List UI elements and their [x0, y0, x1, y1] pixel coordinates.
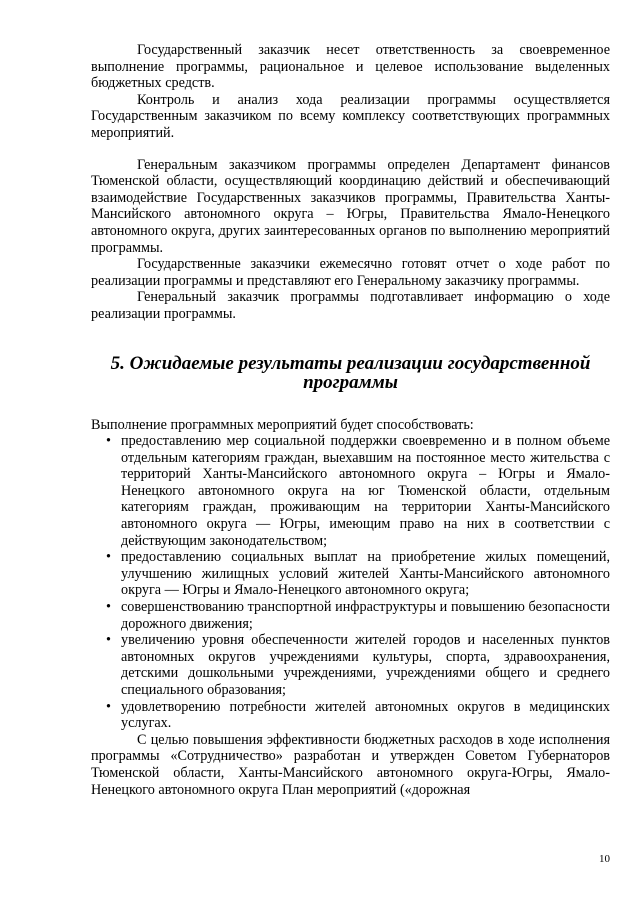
list-item-text: увеличению уровня обеспеченности жителей городов и населенных пунктов автономных округов учреждениями культуры, спорта, здравоохранения, детскими дошкольными учреждениями, учреждениями общего и среднего специального образования; [121, 632, 610, 698]
page-number: 10 [599, 853, 610, 865]
list-item-text: удовлетворению потребности жителей автономных округов в медицинских услугах. [121, 698, 610, 732]
list-item-text: совершенствованию транспортной инфраструктуры и повышению безопасности дорожного движения; [121, 599, 610, 632]
paragraph-closing: С целью повышения эффективности бюджетных расходов в ходе исполнения программы «Сотрудничество» разработан и утвержден Советом Губернаторов Тюменской области, Ханты-Мансийского автономного округа-Югры, Ямало-Ненецкого автономного округа План мероприятий («дорожная [91, 731, 610, 798]
list-item-text: предоставлению социальных выплат на приобретение жилых помещений, улучшению жилищных условий жителей Ханты-Мансийского автономного округа — Югры и Ямало-Ненецкого автономного округа; [121, 549, 610, 599]
bullet-icon: • [106, 698, 111, 715]
paragraph-responsibility: Государственный заказчик несет ответственность за своевременное выполнение программы, рациональное и целевое использование выделенных бюджетных средств. [91, 42, 610, 92]
section-heading: 5. Ожидаемые результаты реализации государственной программы [110, 352, 591, 393]
bullet-icon: • [106, 433, 111, 450]
bullet-icon: • [106, 599, 111, 616]
list-item [91, 433, 610, 549]
list-item [91, 632, 610, 698]
paragraph-general-customer: Генеральным заказчиком программы определен Департамент финансов Тюменской области, осуществляющий координацию действий и обеспечивающий взаимодействие Государственных заказчиков программы, Правительства Ханты-Мансийского автономного округа – Югры, Правительства Ямало-Ненецкого автономного округа, других заинтересованных органов по выполнению мероприятий программы. [91, 156, 610, 256]
list-item-text: предоставлению мер социальной поддержки своевременно и в полном объеме отдельным категориям граждан, выехавшим на постоянное место жительства с территорий Ханты-Мансийского автономного округа – Югры и Ямало-Ненецкого автономного округа на юг Тюменской области, отдельным категориям граждан, проживающим на территории Ханты-Мансийского автономного округа — Югры, имеющим право на них в соответствии с действующим законодательством; [121, 433, 610, 549]
intro-line: Выполнение программных мероприятий будет способствовать: [91, 416, 474, 433]
bullet-icon: • [106, 632, 111, 649]
results-list [91, 433, 610, 732]
paragraph-gap [91, 142, 610, 157]
list-item [91, 549, 610, 599]
paragraph-monthly-report: Государственные заказчики ежемесячно готовят отчет о ходе работ по реализации программы и представляют его Генеральному заказчику программы. [91, 256, 610, 289]
bullet-icon: • [106, 549, 111, 566]
list-item [91, 699, 610, 732]
paragraph-control: Контроль и анализ хода реализации программы осуществляется Государственным заказчиком по всему комплексу соответствующих программных мероприятий. [91, 91, 610, 141]
paragraph-information: Генеральный заказчик программы подготавливает информацию о ходе реализации программы. [91, 289, 610, 322]
list-item [91, 599, 610, 632]
